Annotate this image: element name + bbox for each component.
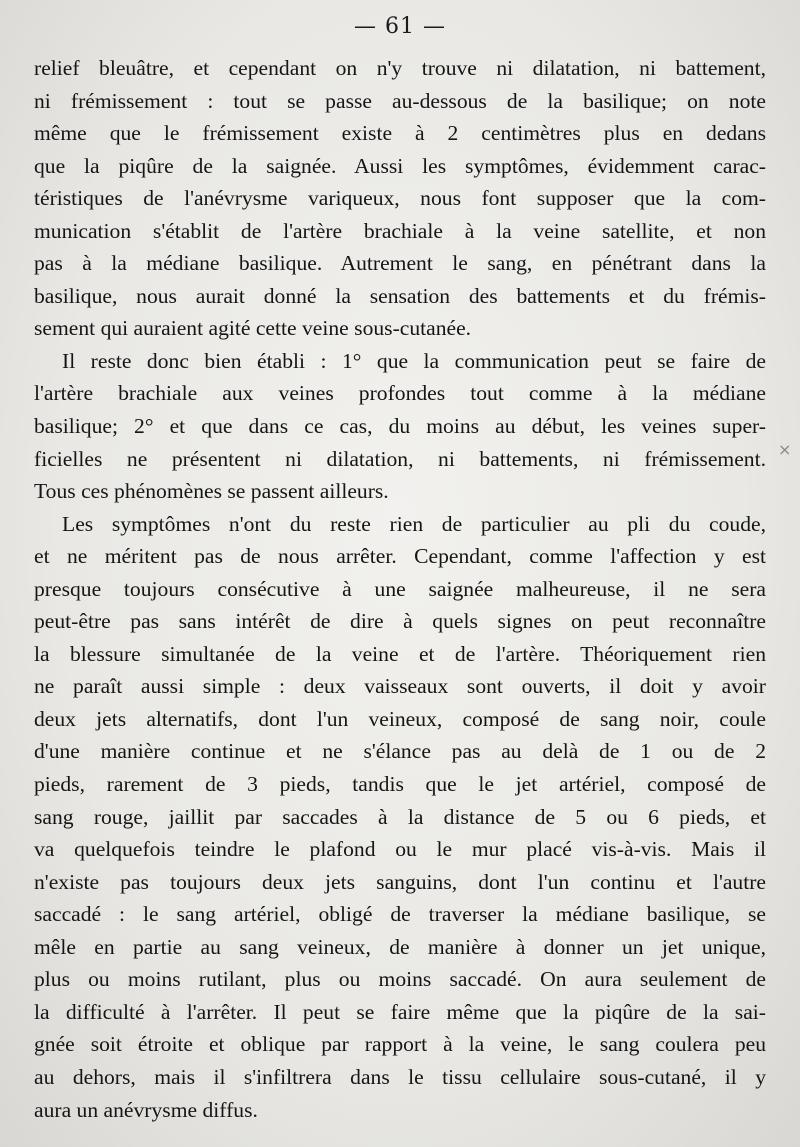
margin-cross-mark: ×: [778, 440, 792, 459]
text-line: peut-être pas sans intérêt de dire à quels signes on peut reconnaître: [34, 609, 766, 634]
text-line: même que le frémissement existe à 2 centimètres plus en dedans: [34, 121, 766, 146]
text-line: Les symptômes n'ont du reste rien de particulier au pli du coude,: [62, 511, 766, 536]
text-line: d'une manière continue et ne s'élance pas au delà de 1 ou de 2: [34, 739, 766, 764]
text-line: la difficulté à l'arrêter. Il peut se faire même que la piqûre de la sai-: [34, 999, 766, 1024]
paragraph-2: [34, 345, 766, 508]
text-line: sement qui auraient agité cette veine sous-cutanée.: [34, 316, 472, 341]
text-line: munication s'établit de l'artère brachiale à la veine satellite, et non: [34, 218, 766, 243]
text-line: ficielles ne présentent ni dilatation, ni battements, ni frémissement.: [34, 446, 766, 471]
text-line: au dehors, mais il s'infiltrera dans le tissu cellulaire sous-cutané, il y: [34, 1064, 766, 1089]
page-number: — 61 —: [354, 14, 446, 39]
text-line: sang rouge, jaillit par saccades à la distance de 5 ou 6 pieds, et: [34, 804, 766, 829]
text-line: l'artère brachiale aux veines profondes tout comme à la médiane: [34, 381, 766, 406]
text-line: deux jets alternatifs, dont l'un veineux, composé de sang noir, coule: [34, 706, 766, 731]
text-line: aura un anévrysme diffus.: [34, 1097, 258, 1122]
text-line: mêle en partie au sang veineux, de manière à donner un jet unique,: [34, 934, 766, 959]
text-line: la blessure simultanée de la veine et de l'artère. Théoriquement rien: [34, 641, 766, 666]
text-line: plus ou moins rutilant, plus ou moins saccadé. On aura seulement de: [34, 967, 766, 992]
text-line: ne paraît aussi simple : deux vaisseaux sont ouverts, il doit y avoir: [34, 674, 766, 699]
paragraph-3: [34, 508, 766, 1126]
paragraph-1: [34, 52, 766, 345]
text-line: gnée soit étroite et oblique par rapport à la veine, le sang coulera peu: [34, 1032, 766, 1057]
text-line: Tous ces phénomènes se passent ailleurs.: [34, 479, 389, 504]
text-line: basilique; 2° et que dans ce cas, du moins au début, les veines super-: [34, 414, 766, 439]
text-line: Il reste donc bien établi : 1° que la communication peut se faire de: [62, 348, 766, 373]
text-line: pas à la médiane basilique. Autrement le sang, en pénétrant dans la: [34, 251, 766, 276]
text-line: pieds, rarement de 3 pieds, tandis que le jet artériel, composé de: [34, 772, 766, 797]
text-line: que la piqûre de la saignée. Aussi les symptômes, évidemment carac-: [34, 153, 766, 178]
text-line: et ne méritent pas de nous arrêter. Cependant, comme l'affection y est: [34, 544, 766, 569]
text-line: ni frémissement : tout se passe au-dessous de la basilique; on note: [34, 88, 766, 113]
text-line: va quelquefois teindre le plafond ou le mur placé vis-à-vis. Mais il: [34, 837, 766, 862]
text-line: relief bleuâtre, et cependant on n'y trouve ni dilatation, ni battement,: [34, 56, 766, 80]
text-line: presque toujours consécutive à une saignée malheureuse, il ne sera: [34, 576, 766, 601]
body-text: [34, 52, 766, 1126]
text-line: n'existe pas toujours deux jets sanguins, dont l'un continu et l'autre: [34, 869, 766, 894]
text-line: basilique, nous aurait donné la sensation des battements et du frémis-: [34, 283, 766, 308]
text-line: saccadé : le sang artériel, obligé de traverser la médiane basilique, se: [34, 902, 766, 927]
text-line: téristiques de l'anévrysme variqueux, nous font supposer que la com-: [34, 186, 766, 211]
